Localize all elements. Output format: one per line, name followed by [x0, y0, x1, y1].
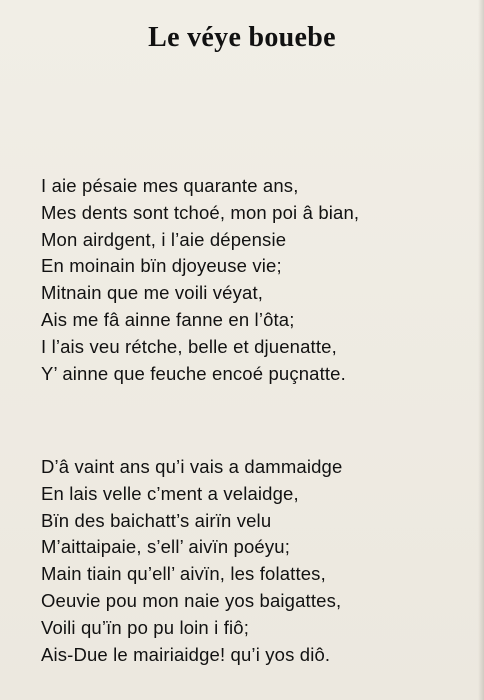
verse-line: Oeuvie pou mon naie yos baigattes,: [41, 589, 342, 611]
verse-line: Y’ ainne que feuche encoé puçnatte.: [41, 362, 346, 384]
verse-line: D’â vaint ans qu’i vais a dammaidge: [41, 456, 343, 477]
verse-line: Mitnain que me voili véyat,: [41, 282, 264, 304]
stanza-2: [41, 454, 461, 668]
stanza-1: [41, 173, 461, 387]
verse-line: M’aittaipaie, s’ell’ aivïn poéyu;: [41, 536, 290, 558]
verse-line: Ais me fâ ainne fanne en l’ôta;: [41, 308, 295, 330]
verse-line: Main tiain qu’ell’ aivïn, les folattes,: [41, 563, 326, 585]
verse-line: Mon airdgent, i l’aie dépensie: [41, 228, 287, 250]
verse-line: Bïn des baichatt’s airïn velu: [41, 509, 272, 531]
verse-line: En moinain bïn djoyeuse vie;: [41, 255, 282, 277]
poem-title: Le véye bouebe: [148, 22, 336, 53]
verse-line: Ais-Due le mairiaidge! qu’i yos diô.: [41, 643, 331, 665]
page-edge-shadow: [478, 0, 484, 700]
verse-line: Mes dents sont tchoé, mon poi â bian,: [41, 201, 360, 223]
verse-line: I l’ais veu rétche, belle et djuenatte,: [41, 335, 337, 357]
verse-line: I aie pésaie mes quarante ans,: [41, 175, 299, 196]
verse-line: En lais velle c’ment a velaidge,: [41, 482, 299, 504]
verse-line: Voili qu’ïn po pu loin i fiô;: [41, 616, 249, 638]
